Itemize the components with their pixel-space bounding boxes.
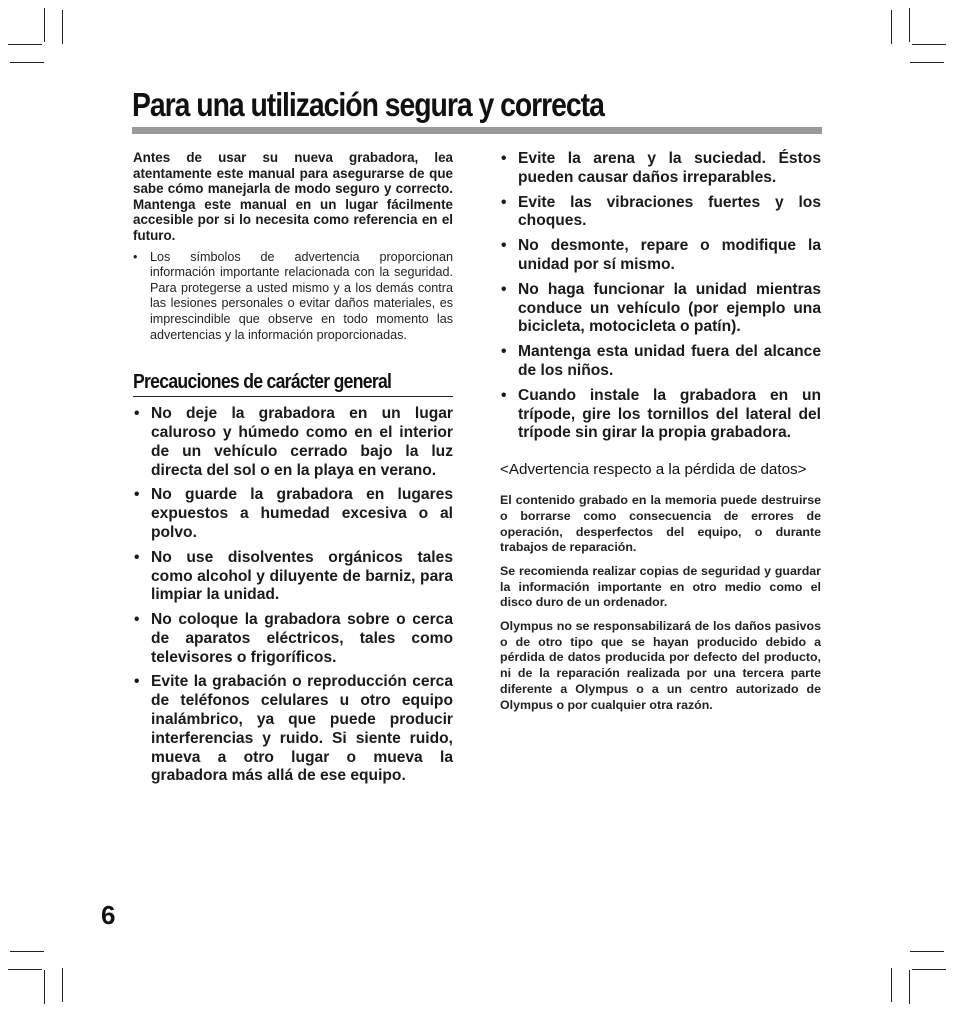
crop-mark bbox=[10, 62, 44, 63]
list-item: • No coloque la grabadora sobre o cerca de aparatos eléctricos, tales como televisores o frigoríficos. bbox=[134, 611, 453, 666]
list-item: • No deje la grabadora en un lugar caluroso y húmedo como en el interior de un vehículo cerrado bajo la luz directa del sol o en la playa en verano. bbox=[134, 405, 453, 479]
crop-mark bbox=[44, 970, 45, 1004]
warning-symbols-text: Los símbolos de advertencia proporcionan información importante relacionada con la seguridad. Para protegerse a usted mismo y a los demás contra las lesiones personales o evitar daños materiales, es imprescindible que observe en todo momento las advertencias y la información proporcionadas. bbox=[150, 249, 453, 342]
bullet-dot: • bbox=[133, 249, 138, 264]
data-loss-paragraph: Se recomienda realizar copias de seguridad y guardar la información importante en otro medio como el disco duro de un ordenador. bbox=[500, 563, 821, 610]
list-item: • Mantenga esta unidad fuera del alcance de los niños. bbox=[501, 343, 821, 379]
page-number: 6 bbox=[101, 900, 116, 930]
list-item: • Evite la arena y la suciedad. Éstos pueden causar daños irreparables. bbox=[501, 150, 821, 186]
data-loss-paragraph: El contenido grabado en la memoria puede destruirse o borrarse como consecuencia de errores de operación, desperfectos del equipo, o durante trabajos de reparación. bbox=[500, 493, 821, 555]
page-title: Para una utilización segura y correcta bbox=[132, 86, 604, 123]
list-item: • Cuando instale la grabadora en un trípode, gire los tornillos del lateral del trípode sin girar la propia grabadora. bbox=[501, 386, 821, 442]
list-item: • Evite la grabación o reproducción cerca de teléfonos celulares u otro equipo inalámbrico, ya que puede producir interferencias y ruido. Si siente ruido, mueva a otro lugar o mueva la grabadora más allá de ese equipo. bbox=[134, 673, 453, 785]
crop-mark bbox=[909, 970, 910, 1004]
crop-mark bbox=[44, 8, 45, 42]
list-item: • No desmonte, repare o modifique la unidad por sí mismo. bbox=[501, 237, 821, 273]
right-precautions-list bbox=[500, 150, 821, 443]
right-column bbox=[500, 150, 821, 721]
crop-mark bbox=[891, 968, 892, 1002]
crop-mark bbox=[909, 8, 910, 42]
list-item: • No haga funcionar la unidad mientras conduce un vehículo (por ejemplo una bicicleta, motocicleta o patín). bbox=[501, 280, 821, 336]
intro-paragraph: Antes de usar su nueva grabadora, lea atentamente este manual para asegurarse de que sabe cómo manejarla de modo seguro y correcto. Mantenga este manual en un lugar fácilmente accesible por si lo necesita como referencia en el futuro. bbox=[133, 150, 453, 243]
crop-mark bbox=[891, 10, 892, 44]
crop-mark bbox=[912, 44, 946, 45]
left-column bbox=[133, 150, 453, 792]
crop-mark bbox=[62, 10, 63, 44]
title-underline bbox=[132, 127, 822, 134]
crop-mark bbox=[910, 62, 944, 63]
data-loss-paragraph: Olympus no se responsabilizará de los daños pasivos o de otro tipo que se hayan producido debido a pérdida de datos producida por defecto del producto, ni de la reparación realizada por una tercera parte diferente a Olympus o a un centro autorizado de Olympus o por cualquier otra razón. bbox=[500, 619, 821, 712]
crop-mark bbox=[10, 951, 44, 952]
data-loss-heading: <Advertencia respecto a la pérdida de datos> bbox=[500, 461, 807, 479]
crop-mark bbox=[910, 951, 944, 952]
crop-mark bbox=[912, 969, 946, 970]
list-item: • No guarde la grabadora en lugares expuestos a humedad excesiva o al polvo. bbox=[134, 486, 453, 541]
list-item: • Evite las vibraciones fuertes y los choques. bbox=[501, 193, 821, 230]
crop-mark bbox=[8, 44, 42, 45]
section-heading: Precauciones de carácter general bbox=[133, 371, 453, 397]
crop-mark bbox=[62, 968, 63, 1002]
warning-symbols-note bbox=[133, 250, 453, 344]
crop-mark bbox=[8, 969, 42, 970]
left-precautions-list bbox=[133, 405, 453, 786]
list-item: • No use disolventes orgánicos tales como alcohol y diluyente de barniz, para limpiar la unidad. bbox=[134, 548, 453, 604]
